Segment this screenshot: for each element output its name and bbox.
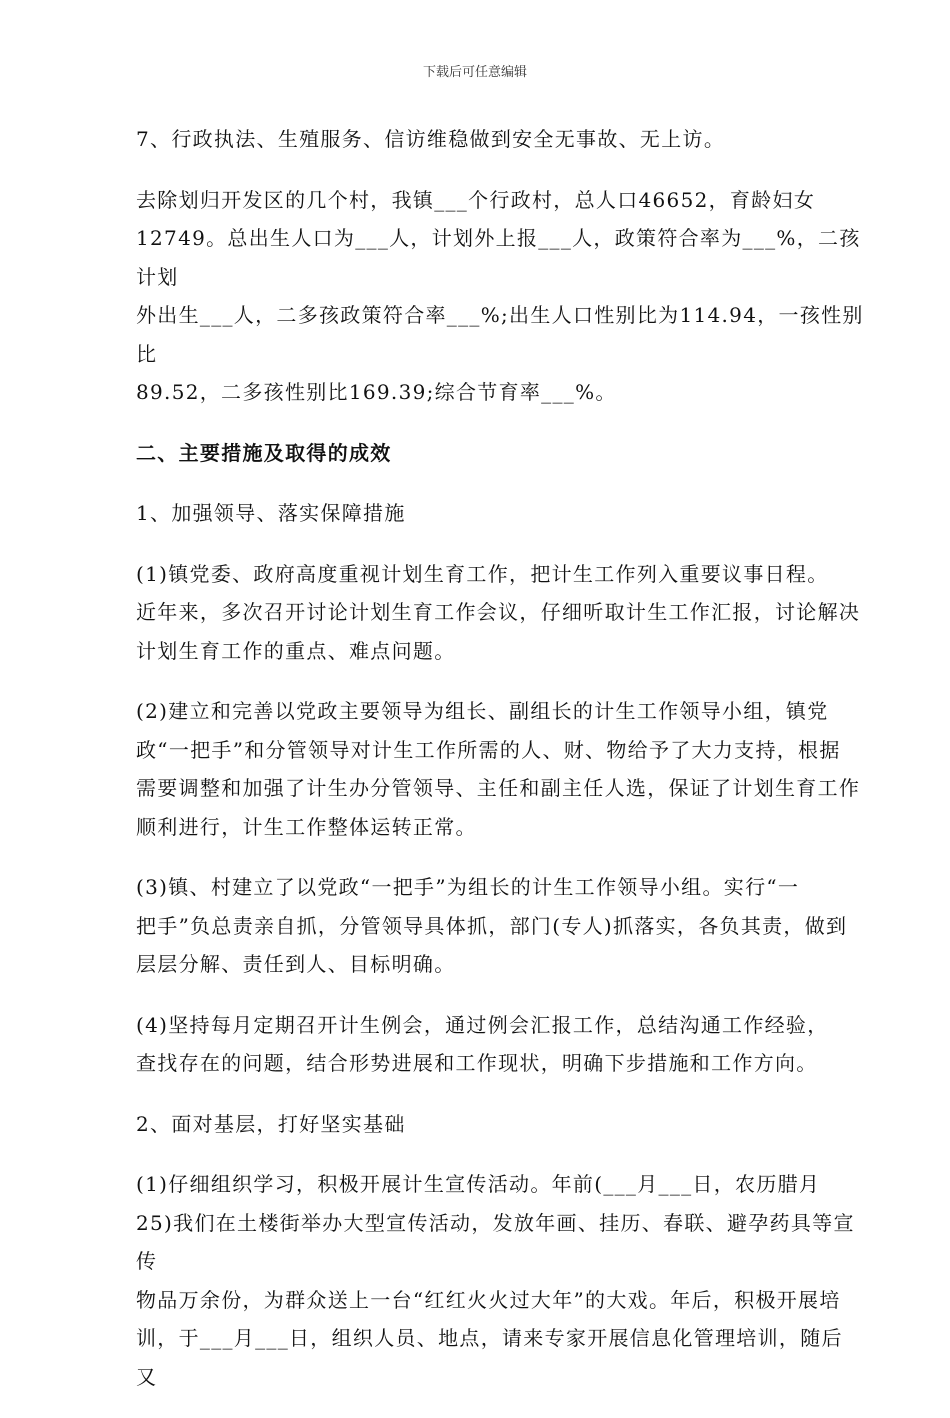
document-body bbox=[136, 120, 864, 1418]
paragraph-measure-4: (4)坚持每月定期召开计生例会，通过例会汇报工作，总结沟通工作经验， 查找存在的问题，结合形势进展和工作现状，明确下步措施和工作方向。 bbox=[136, 1012, 829, 1075]
page-header: 下载后可任意编辑 bbox=[422, 65, 527, 80]
paragraph-measure-1: (1)镇党委、政府高度重视计划生育工作，把计生工作列入重要议事日程。 近年来，多次召开讨论计划生育工作会议，仔细听取计生工作汇报，讨论解决 计划生育工作的重点、难点问题。 bbox=[136, 561, 861, 663]
paragraph-population-stats: 去除划归开发区的几个村，我镇___个行政村，总人口46652，育龄妇女 12749。总出生人口为___人，计划外上报___人，政策符合率为___%，二孩计划 外出生___人，二多孩政策符合率___%;出生人口性别比为114.94，一孩性别比 89.52，二多孩性别比169.39;综合节育率___%。 bbox=[136, 187, 864, 404]
subheading-leadership: 1、加强领导、落实保障措施 bbox=[136, 501, 406, 525]
paragraph-measure-3: (3)镇、村建立了以党政“一把手”为组长的计生工作领导小组。实行“一 把手”负总责亲自抓，分管领导具体抓，部门(专人)抓落实，各负其责，做到 层层分解、责任到人、目标明确。 bbox=[136, 875, 848, 976]
paragraph-measure-2: (2)建立和完善以党政主要领导为组长、副组长的计生工作领导小组，镇党 政“一把手”和分管领导对计生工作所需的人、财、物给予了大力支持，根据 需要调整和加强了计生办分管领导、主任和副主任人选，保证了计划生育工作 顺利进行，计生工作整体运转正常。 bbox=[136, 699, 861, 839]
paragraph-grassroots-1: (1)仔细组织学习，积极开展计生宣传活动。年前(___月___日，农历腊月 25)我们在土楼街举办大型宣传活动，发放年画、挂历、春联、避孕药具等宣传 物品万余份，为群众送上一台“红红火火过大年”的大戏。年后，积极开展培 训，于___月___日，组织人员、地点，请来专家开展信息化管理培训，随后又 bbox=[136, 1172, 855, 1389]
paragraph-item-7: 7、行政执法、生殖服务、信访维稳做到安全无事故、无上访。 bbox=[136, 127, 726, 151]
subheading-grassroots: 2、面对基层，打好坚实基础 bbox=[136, 1111, 406, 1136]
section-heading-measures: 二、主要措施及取得的成效 bbox=[136, 440, 392, 465]
